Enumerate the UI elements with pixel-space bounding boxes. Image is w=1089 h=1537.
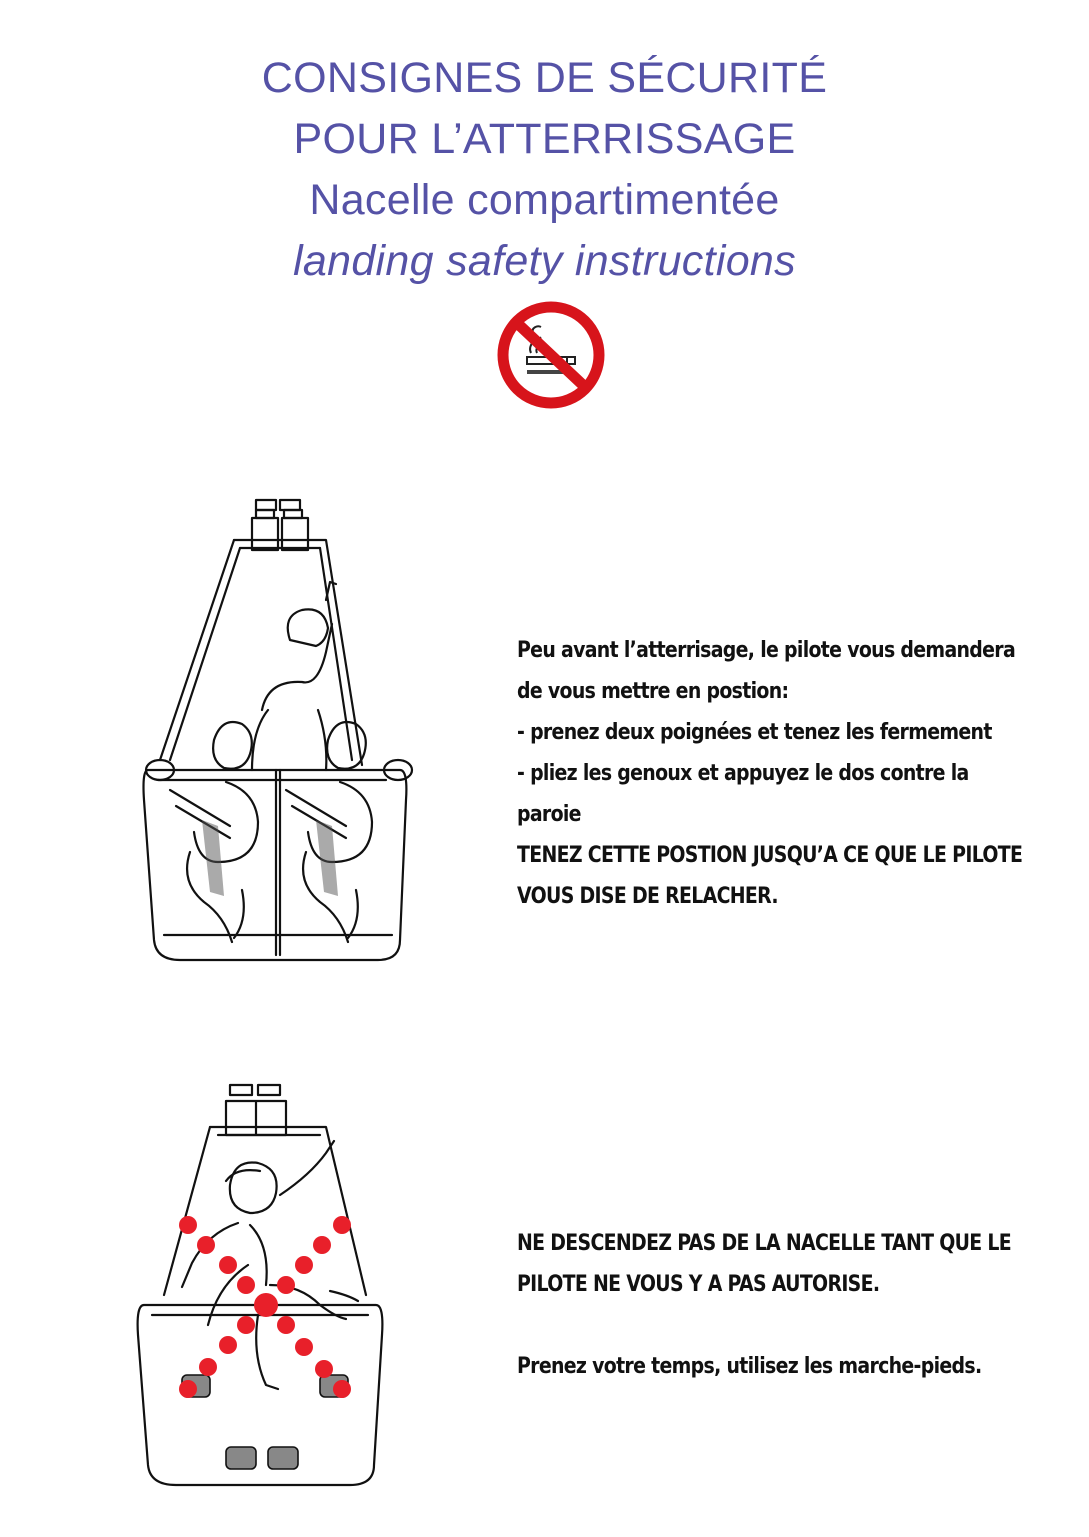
- instruction-line: Peu avant l’atterrisage, le pilote vous demandera: [517, 638, 1016, 663]
- do-not-exit-illustration: [130, 1075, 400, 1495]
- spacer: [517, 1305, 1011, 1346]
- page-header: [0, 48, 1089, 292]
- title-line-2: POUR L’ATTERRISSAGE: [293, 115, 796, 163]
- instruction-line: VOUS DISE DE RELACHER.: [517, 884, 778, 909]
- no-smoking-icon: [497, 301, 605, 409]
- english-subtitle: landing safety instructions: [293, 237, 796, 285]
- instruction-line: de vous mettre en postion:: [517, 679, 789, 704]
- instruction-line: PILOTE NE VOUS Y A PAS AUTORISE.: [517, 1272, 880, 1297]
- tip-line: Prenez votre temps, utilisez les marche-pieds.: [517, 1354, 982, 1379]
- title-line-1: CONSIGNES DE SÉCURITÉ: [261, 54, 828, 102]
- instruction-line: paroie: [517, 802, 581, 827]
- instruction-line: NE DESCENDEZ PAS DE LA NACELLE TANT QUE LE: [517, 1231, 1012, 1256]
- instruction-line: TENEZ CETTE POSTION JUSQU’A CE QUE LE PILOTE: [517, 843, 1023, 868]
- instruction-line: - prenez deux poignées et tenez les fermement: [517, 720, 992, 745]
- instruction-line: - pliez les genoux et appuyez le dos contre la: [517, 761, 969, 786]
- crouched-passengers-illustration: [130, 470, 430, 970]
- exit-instructions: [517, 1223, 1011, 1387]
- landing-position-instructions: [517, 630, 1022, 917]
- subtitle: Nacelle compartimentée: [309, 176, 780, 224]
